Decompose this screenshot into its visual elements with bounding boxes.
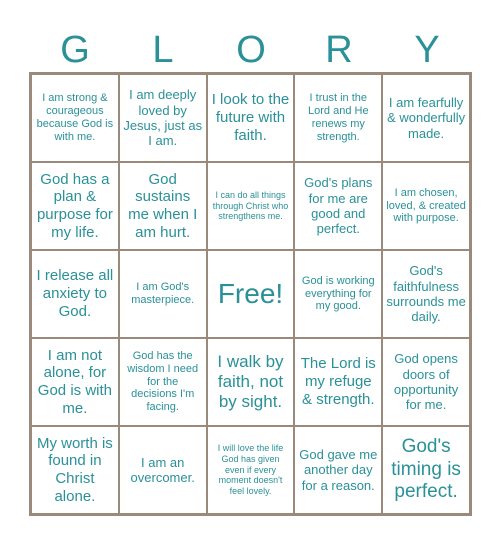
bingo-cell[interactable]: I will love the life God has given even if every moment doesn't feel lovely. <box>207 426 295 514</box>
bingo-cell[interactable]: God is working everything for my good. <box>294 250 382 338</box>
bingo-cell[interactable]: I am deeply loved by Jesus, just as I am. <box>119 74 207 162</box>
bingo-cell[interactable]: God's timing is perfect. <box>382 426 470 514</box>
header-letter-o: O <box>236 29 266 71</box>
bingo-cell[interactable]: God gave me another day for a reason. <box>294 426 382 514</box>
bingo-cell[interactable]: I look to the future with faith. <box>207 74 295 162</box>
bingo-cell[interactable]: I am chosen, loved, & created with purpose. <box>382 162 470 250</box>
bingo-cell[interactable]: God has the wisdom I need for the decisions I'm facing. <box>119 338 207 426</box>
bingo-cell[interactable]: I am strong & courageous because God is with me. <box>31 74 119 162</box>
title-header <box>31 28 471 72</box>
header-letter-y: Y <box>414 29 440 71</box>
bingo-cell[interactable]: I am an overcomer. <box>119 426 207 514</box>
bingo-cell[interactable]: My worth is found in Christ alone. <box>31 426 119 514</box>
bingo-cell[interactable]: God opens doors of opportunity for me. <box>382 338 470 426</box>
free-space[interactable]: Free! <box>207 250 295 338</box>
bingo-cell[interactable]: I walk by faith, not by sight. <box>207 338 295 426</box>
bingo-cell[interactable]: I release all anxiety to God. <box>31 250 119 338</box>
bingo-cell[interactable]: God sustains me when I am hurt. <box>119 162 207 250</box>
header-letter-g: G <box>60 29 90 71</box>
bingo-cell[interactable]: God's plans for me are good and perfect. <box>294 162 382 250</box>
header-letter-l: L <box>152 29 174 71</box>
bingo-cell[interactable]: God has a plan & purpose for my life. <box>31 162 119 250</box>
header-letter-r: R <box>325 29 353 71</box>
bingo-cell[interactable]: The Lord is my refuge & strength. <box>294 338 382 426</box>
bingo-cell[interactable]: God's faithfulness surrounds me daily. <box>382 250 470 338</box>
bingo-cell[interactable]: I am not alone, for God is with me. <box>31 338 119 426</box>
bingo-cell[interactable]: I trust in the Lord and He renews my strength. <box>294 74 382 162</box>
bingo-cell[interactable]: I am fearfully & wonderfully made. <box>382 74 470 162</box>
bingo-card <box>29 72 472 516</box>
bingo-cell[interactable]: I can do all things through Christ who strengthens me. <box>207 162 295 250</box>
bingo-cell[interactable]: I am God's masterpiece. <box>119 250 207 338</box>
